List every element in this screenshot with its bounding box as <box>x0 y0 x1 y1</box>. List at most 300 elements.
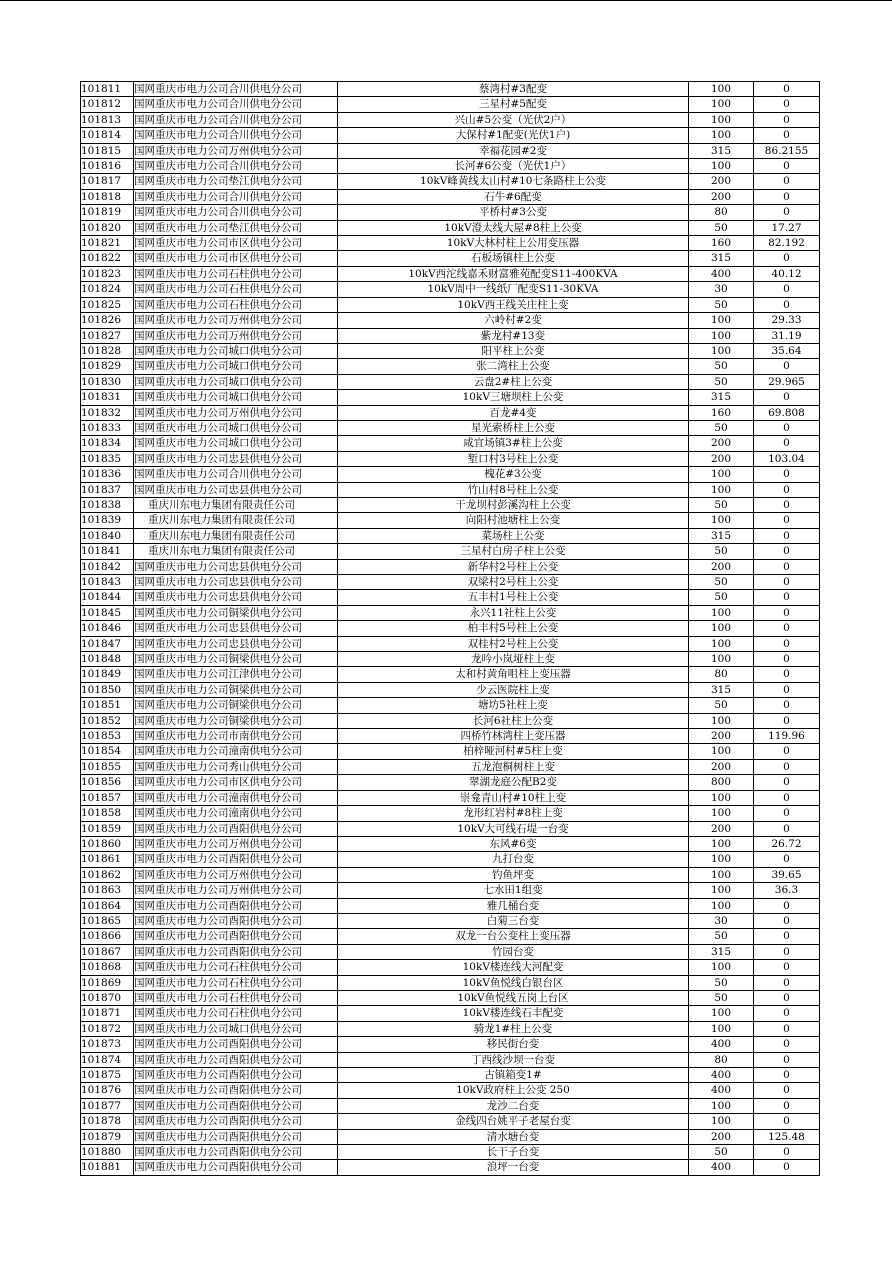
row-id-cell: 101853 <box>81 729 134 744</box>
row-capacity-cell: 50 <box>689 220 754 235</box>
row-capacity-cell: 400 <box>689 266 754 281</box>
row-capacity-cell: 100 <box>689 328 754 343</box>
table-row <box>81 744 820 759</box>
row-id-cell: 101826 <box>81 313 134 328</box>
row-company-cell: 国网重庆市电力公司酉阳供电分公司 <box>134 852 338 867</box>
row-id-cell: 101816 <box>81 159 134 174</box>
row-capacity-cell: 100 <box>689 513 754 528</box>
table-row <box>81 652 820 667</box>
table-row <box>81 775 820 790</box>
row-transformer-name-cell: 10kV峰黄线太山村#10七条路柱上公变 <box>338 174 689 189</box>
row-capacity-cell: 400 <box>689 1083 754 1098</box>
row-company-cell: 国网重庆市电力公司酉阳供电分公司 <box>134 913 338 928</box>
row-transformer-name-cell: 龙形红岩村#8柱上变 <box>338 806 689 821</box>
table-row <box>81 1098 820 1113</box>
table-row <box>81 251 820 266</box>
row-transformer-name-cell: 阳平柱上公变 <box>338 343 689 358</box>
row-company-cell: 国网重庆市电力公司市区供电分公司 <box>134 236 338 251</box>
row-value-cell: 0 <box>754 205 820 220</box>
row-value-cell: 0 <box>754 1052 820 1067</box>
row-id-cell: 101817 <box>81 174 134 189</box>
row-capacity-cell: 50 <box>689 359 754 374</box>
row-transformer-name-cell: 大保村#1配变(光伏1户) <box>338 128 689 143</box>
row-capacity-cell: 400 <box>689 1068 754 1083</box>
row-capacity-cell: 100 <box>689 713 754 728</box>
table-row <box>81 497 820 512</box>
row-company-cell: 国网重庆市电力公司潼南供电分公司 <box>134 790 338 805</box>
row-company-cell: 国网重庆市电力公司潼南供电分公司 <box>134 806 338 821</box>
row-capacity-cell: 100 <box>689 621 754 636</box>
row-transformer-name-cell: 少云医院柱上变 <box>338 682 689 697</box>
row-id-cell: 101851 <box>81 698 134 713</box>
row-id-cell: 101818 <box>81 189 134 204</box>
row-value-cell: 31.19 <box>754 328 820 343</box>
table-row <box>81 790 820 805</box>
row-value-cell: 0 <box>754 251 820 266</box>
row-company-cell: 国网重庆市电力公司石柱供电分公司 <box>134 960 338 975</box>
row-company-cell: 国网重庆市电力公司酉阳供电分公司 <box>134 1114 338 1129</box>
row-company-cell: 国网重庆市电力公司忠县供电分公司 <box>134 575 338 590</box>
row-id-cell: 101838 <box>81 497 134 512</box>
row-transformer-name-cell: 张二湾柱上公变 <box>338 359 689 374</box>
row-capacity-cell: 30 <box>689 282 754 297</box>
row-company-cell: 国网重庆市电力公司酉阳供电分公司 <box>134 1129 338 1144</box>
row-capacity-cell: 100 <box>689 1021 754 1036</box>
row-id-cell: 101836 <box>81 467 134 482</box>
row-value-cell: 119.96 <box>754 729 820 744</box>
row-company-cell: 国网重庆市电力公司铜梁供电分公司 <box>134 682 338 697</box>
row-value-cell: 0 <box>754 744 820 759</box>
row-company-cell: 国网重庆市电力公司酉阳供电分公司 <box>134 1037 338 1052</box>
row-id-cell: 101842 <box>81 559 134 574</box>
row-company-cell: 国网重庆市电力公司市区供电分公司 <box>134 775 338 790</box>
row-value-cell: 36.3 <box>754 883 820 898</box>
row-capacity-cell: 200 <box>689 189 754 204</box>
row-id-cell: 101820 <box>81 220 134 235</box>
row-id-cell: 101827 <box>81 328 134 343</box>
row-value-cell: 17.27 <box>754 220 820 235</box>
row-value-cell: 0 <box>754 420 820 435</box>
table-row <box>81 759 820 774</box>
row-company-cell: 重庆川东电力集团有限责任公司 <box>134 528 338 543</box>
row-id-cell: 101846 <box>81 621 134 636</box>
row-capacity-cell: 50 <box>689 929 754 944</box>
row-id-cell: 101855 <box>81 759 134 774</box>
row-company-cell: 国网重庆市电力公司酉阳供电分公司 <box>134 1068 338 1083</box>
row-company-cell: 国网重庆市电力公司潼南供电分公司 <box>134 744 338 759</box>
row-id-cell: 101861 <box>81 852 134 867</box>
row-capacity-cell: 100 <box>689 1098 754 1113</box>
row-company-cell: 国网重庆市电力公司酉阳供电分公司 <box>134 821 338 836</box>
row-transformer-name-cell: 钓鱼坪变 <box>338 867 689 882</box>
row-company-cell: 国网重庆市电力公司石柱供电分公司 <box>134 297 338 312</box>
row-id-cell: 101870 <box>81 990 134 1005</box>
row-id-cell: 101835 <box>81 451 134 466</box>
row-transformer-name-cell: 紫龙村#13变 <box>338 328 689 343</box>
row-company-cell: 国网重庆市电力公司石柱供电分公司 <box>134 282 338 297</box>
row-capacity-cell: 200 <box>689 559 754 574</box>
row-company-cell: 国网重庆市电力公司铜梁供电分公司 <box>134 713 338 728</box>
row-company-cell: 国网重庆市电力公司城口供电分公司 <box>134 1021 338 1036</box>
page-top-rule <box>0 0 892 1</box>
table-row <box>81 1037 820 1052</box>
row-value-cell: 0 <box>754 806 820 821</box>
row-value-cell: 0 <box>754 621 820 636</box>
row-transformer-name-cell: 蔡湾村#3配变 <box>338 82 689 97</box>
table-row <box>81 867 820 882</box>
row-capacity-cell: 800 <box>689 775 754 790</box>
row-value-cell: 0 <box>754 1037 820 1052</box>
row-transformer-name-cell: 柏丰村5号柱上公变 <box>338 621 689 636</box>
row-company-cell: 国网重庆市电力公司城口供电分公司 <box>134 359 338 374</box>
row-id-cell: 101830 <box>81 374 134 389</box>
row-value-cell: 0 <box>754 790 820 805</box>
row-company-cell: 国网重庆市电力公司合川供电分公司 <box>134 205 338 220</box>
row-transformer-name-cell: 堑口村3号柱上公变 <box>338 451 689 466</box>
row-transformer-name-cell: 东风#6变 <box>338 836 689 851</box>
row-value-cell: 0 <box>754 960 820 975</box>
row-value-cell: 0 <box>754 1098 820 1113</box>
row-value-cell: 0 <box>754 159 820 174</box>
table-row <box>81 374 820 389</box>
row-transformer-name-cell: 丁西线沙坝一台变 <box>338 1052 689 1067</box>
row-capacity-cell: 50 <box>689 297 754 312</box>
row-company-cell: 重庆川东电力集团有限责任公司 <box>134 544 338 559</box>
row-id-cell: 101841 <box>81 544 134 559</box>
row-id-cell: 101858 <box>81 806 134 821</box>
table-row <box>81 467 820 482</box>
row-value-cell: 0 <box>754 559 820 574</box>
row-id-cell: 101815 <box>81 143 134 158</box>
table-row <box>81 282 820 297</box>
row-id-cell: 101831 <box>81 390 134 405</box>
row-id-cell: 101837 <box>81 482 134 497</box>
row-capacity-cell: 80 <box>689 1052 754 1067</box>
row-id-cell: 101821 <box>81 236 134 251</box>
row-company-cell: 国网重庆市电力公司石柱供电分公司 <box>134 990 338 1005</box>
row-value-cell: 0 <box>754 775 820 790</box>
row-company-cell: 国网重庆市电力公司酉阳供电分公司 <box>134 1160 338 1175</box>
row-company-cell: 国网重庆市电力公司酉阳供电分公司 <box>134 944 338 959</box>
table-row <box>81 944 820 959</box>
row-value-cell: 0 <box>754 174 820 189</box>
row-value-cell: 0 <box>754 297 820 312</box>
row-capacity-cell: 50 <box>689 544 754 559</box>
row-id-cell: 101862 <box>81 867 134 882</box>
row-company-cell: 国网重庆市电力公司石柱供电分公司 <box>134 266 338 281</box>
table-row <box>81 698 820 713</box>
row-transformer-name-cell: 菜场柱上公变 <box>338 528 689 543</box>
row-transformer-name-cell: 百龙#4变 <box>338 405 689 420</box>
row-transformer-name-cell: 移民街台变 <box>338 1037 689 1052</box>
row-company-cell: 国网重庆市电力公司合川供电分公司 <box>134 128 338 143</box>
row-capacity-cell: 100 <box>689 806 754 821</box>
table-row <box>81 159 820 174</box>
row-capacity-cell: 100 <box>689 852 754 867</box>
row-capacity-cell: 315 <box>689 251 754 266</box>
row-value-cell: 0 <box>754 436 820 451</box>
row-transformer-name-cell: 龙吟小岚垭柱上变 <box>338 652 689 667</box>
row-transformer-name-cell: 柏梓哑河村#5柱上变 <box>338 744 689 759</box>
table-row <box>81 205 820 220</box>
row-transformer-name-cell: 云盘2#柱上公变 <box>338 374 689 389</box>
row-capacity-cell: 200 <box>689 451 754 466</box>
row-capacity-cell: 160 <box>689 405 754 420</box>
row-transformer-name-cell: 干龙坝村彭溪沟柱上公变 <box>338 497 689 512</box>
table-row <box>81 575 820 590</box>
table-row <box>81 667 820 682</box>
row-company-cell: 国网重庆市电力公司合川供电分公司 <box>134 159 338 174</box>
row-id-cell: 101843 <box>81 575 134 590</box>
row-capacity-cell: 315 <box>689 390 754 405</box>
table-row <box>81 1068 820 1083</box>
row-capacity-cell: 50 <box>689 990 754 1005</box>
row-capacity-cell: 315 <box>689 143 754 158</box>
row-transformer-name-cell: 10kV大可线石堤一台变 <box>338 821 689 836</box>
row-transformer-name-cell: 五丰村1号柱上公变 <box>338 590 689 605</box>
row-company-cell: 国网重庆市电力公司忠县供电分公司 <box>134 636 338 651</box>
row-capacity-cell: 100 <box>689 313 754 328</box>
row-transformer-name-cell: 平桥村#3公变 <box>338 205 689 220</box>
row-id-cell: 101857 <box>81 790 134 805</box>
row-value-cell: 29.33 <box>754 313 820 328</box>
row-company-cell: 国网重庆市电力公司万州供电分公司 <box>134 328 338 343</box>
row-value-cell: 0 <box>754 852 820 867</box>
table-row <box>81 451 820 466</box>
row-capacity-cell: 100 <box>689 744 754 759</box>
row-capacity-cell: 100 <box>689 605 754 620</box>
table-row <box>81 513 820 528</box>
row-company-cell: 国网重庆市电力公司忠县供电分公司 <box>134 621 338 636</box>
row-transformer-name-cell: 雅几桶台变 <box>338 898 689 913</box>
row-value-cell: 0 <box>754 544 820 559</box>
table-row <box>81 143 820 158</box>
row-company-cell: 国网重庆市电力公司石柱供电分公司 <box>134 1006 338 1021</box>
row-capacity-cell: 100 <box>689 97 754 112</box>
row-id-cell: 101865 <box>81 913 134 928</box>
row-id-cell: 101856 <box>81 775 134 790</box>
table-row <box>81 1021 820 1036</box>
table-row <box>81 621 820 636</box>
row-value-cell: 0 <box>754 97 820 112</box>
row-company-cell: 国网重庆市电力公司城口供电分公司 <box>134 374 338 389</box>
row-value-cell: 69.808 <box>754 405 820 420</box>
row-capacity-cell: 100 <box>689 482 754 497</box>
row-transformer-name-cell: 双龙一台公变柱上变压器 <box>338 929 689 944</box>
row-id-cell: 101874 <box>81 1052 134 1067</box>
row-transformer-name-cell: 三星村白房子柱上公变 <box>338 544 689 559</box>
row-value-cell: 0 <box>754 82 820 97</box>
row-id-cell: 101823 <box>81 266 134 281</box>
row-capacity-cell: 80 <box>689 667 754 682</box>
table-row <box>81 1145 820 1160</box>
row-capacity-cell: 160 <box>689 236 754 251</box>
row-id-cell: 101881 <box>81 1160 134 1175</box>
table-row <box>81 590 820 605</box>
table-row <box>81 990 820 1005</box>
table-row <box>81 713 820 728</box>
row-id-cell: 101813 <box>81 112 134 127</box>
row-company-cell: 国网重庆市电力公司垫江供电分公司 <box>134 220 338 235</box>
table-row <box>81 112 820 127</box>
row-value-cell: 82.192 <box>754 236 820 251</box>
row-id-cell: 101848 <box>81 652 134 667</box>
row-value-cell: 0 <box>754 605 820 620</box>
table-row <box>81 682 820 697</box>
row-value-cell: 0 <box>754 359 820 374</box>
row-capacity-cell: 50 <box>689 374 754 389</box>
row-value-cell: 0 <box>754 1006 820 1021</box>
row-capacity-cell: 50 <box>689 1145 754 1160</box>
row-transformer-name-cell: 10kV政府柱上公变 250 <box>338 1083 689 1098</box>
table-row <box>81 636 820 651</box>
row-capacity-cell: 50 <box>689 420 754 435</box>
table-row <box>81 898 820 913</box>
row-transformer-name-cell: 兴山#5公变（光伏2户） <box>338 112 689 127</box>
row-value-cell: 0 <box>754 528 820 543</box>
row-transformer-name-cell: 10kV鱼悦线五岗上台区 <box>338 990 689 1005</box>
row-transformer-name-cell: 10kV楼连线大河配变 <box>338 960 689 975</box>
table-row <box>81 929 820 944</box>
row-capacity-cell: 400 <box>689 1037 754 1052</box>
row-capacity-cell: 200 <box>689 1129 754 1144</box>
row-transformer-name-cell: 七水田1组变 <box>338 883 689 898</box>
row-capacity-cell: 100 <box>689 112 754 127</box>
row-id-cell: 101854 <box>81 744 134 759</box>
row-transformer-name-cell: 10kV三塘坝柱上公变 <box>338 390 689 405</box>
row-id-cell: 101879 <box>81 1129 134 1144</box>
row-capacity-cell: 315 <box>689 528 754 543</box>
row-company-cell: 国网重庆市电力公司万州供电分公司 <box>134 143 338 158</box>
row-company-cell: 国网重庆市电力公司垫江供电分公司 <box>134 174 338 189</box>
row-value-cell: 0 <box>754 467 820 482</box>
row-capacity-cell: 80 <box>689 205 754 220</box>
table-row <box>81 266 820 281</box>
table-row <box>81 436 820 451</box>
row-id-cell: 101824 <box>81 282 134 297</box>
table-row <box>81 821 820 836</box>
row-id-cell: 101829 <box>81 359 134 374</box>
row-transformer-name-cell: 长干子台变 <box>338 1145 689 1160</box>
row-capacity-cell: 50 <box>689 497 754 512</box>
row-company-cell: 国网重庆市电力公司城口供电分公司 <box>134 420 338 435</box>
row-company-cell: 国网重庆市电力公司忠县供电分公司 <box>134 590 338 605</box>
table-row <box>81 189 820 204</box>
table-row <box>81 836 820 851</box>
row-value-cell: 0 <box>754 667 820 682</box>
row-capacity-cell: 100 <box>689 898 754 913</box>
row-company-cell: 国网重庆市电力公司铜梁供电分公司 <box>134 698 338 713</box>
row-company-cell: 国网重庆市电力公司酉阳供电分公司 <box>134 898 338 913</box>
table-row <box>81 975 820 990</box>
row-id-cell: 101845 <box>81 605 134 620</box>
row-company-cell: 国网重庆市电力公司万州供电分公司 <box>134 405 338 420</box>
row-company-cell: 国网重庆市电力公司合川供电分公司 <box>134 112 338 127</box>
row-id-cell: 101864 <box>81 898 134 913</box>
row-value-cell: 0 <box>754 990 820 1005</box>
row-id-cell: 101832 <box>81 405 134 420</box>
row-id-cell: 101875 <box>81 1068 134 1083</box>
row-id-cell: 101833 <box>81 420 134 435</box>
row-company-cell: 国网重庆市电力公司万州供电分公司 <box>134 313 338 328</box>
row-transformer-name-cell: 10kV周中一线纸厂配变S11-30KVA <box>338 282 689 297</box>
row-transformer-name-cell: 三星村#5配变 <box>338 97 689 112</box>
row-value-cell: 0 <box>754 575 820 590</box>
table-row <box>81 405 820 420</box>
row-capacity-cell: 100 <box>689 159 754 174</box>
row-capacity-cell: 100 <box>689 652 754 667</box>
row-id-cell: 101876 <box>81 1083 134 1098</box>
table-row <box>81 128 820 143</box>
row-company-cell: 国网重庆市电力公司忠县供电分公司 <box>134 482 338 497</box>
table-row <box>81 220 820 235</box>
row-company-cell: 重庆川东电力集团有限责任公司 <box>134 497 338 512</box>
row-value-cell: 0 <box>754 282 820 297</box>
row-transformer-name-cell: 清水塘台变 <box>338 1129 689 1144</box>
row-value-cell: 0 <box>754 112 820 127</box>
row-id-cell: 101868 <box>81 960 134 975</box>
row-transformer-name-cell: 古镇箱变1# <box>338 1068 689 1083</box>
row-id-cell: 101819 <box>81 205 134 220</box>
table-row <box>81 297 820 312</box>
table-row <box>81 1083 820 1098</box>
row-value-cell: 0 <box>754 713 820 728</box>
row-transformer-name-cell: 四桥竹林湾柱上变压器 <box>338 729 689 744</box>
row-value-cell: 0 <box>754 944 820 959</box>
row-capacity-cell: 100 <box>689 836 754 851</box>
row-capacity-cell: 100 <box>689 1006 754 1021</box>
row-transformer-name-cell: 六岭村#2变 <box>338 313 689 328</box>
row-company-cell: 国网重庆市电力公司万州供电分公司 <box>134 836 338 851</box>
row-transformer-name-cell: 10kV澄太线大屋#8柱上公变 <box>338 220 689 235</box>
row-value-cell: 0 <box>754 821 820 836</box>
row-capacity-cell: 315 <box>689 682 754 697</box>
row-transformer-name-cell: 新华村2号柱上公变 <box>338 559 689 574</box>
row-id-cell: 101849 <box>81 667 134 682</box>
row-capacity-cell: 100 <box>689 883 754 898</box>
row-company-cell: 国网重庆市电力公司万州供电分公司 <box>134 883 338 898</box>
row-capacity-cell: 50 <box>689 975 754 990</box>
row-capacity-cell: 50 <box>689 698 754 713</box>
row-value-cell: 0 <box>754 698 820 713</box>
table-row <box>81 236 820 251</box>
row-transformer-name-cell: 向阳村池塘柱上公变 <box>338 513 689 528</box>
row-transformer-name-cell: 10kV西王线关庄柱上变 <box>338 297 689 312</box>
row-id-cell: 101834 <box>81 436 134 451</box>
row-value-cell: 0 <box>754 390 820 405</box>
row-transformer-name-cell: 双桂村2号柱上公变 <box>338 636 689 651</box>
row-company-cell: 国网重庆市电力公司酉阳供电分公司 <box>134 1145 338 1160</box>
row-company-cell: 国网重庆市电力公司酉阳供电分公司 <box>134 929 338 944</box>
table-row <box>81 559 820 574</box>
row-value-cell: 29.965 <box>754 374 820 389</box>
row-transformer-name-cell: 竹山村8号柱上公变 <box>338 482 689 497</box>
row-company-cell: 国网重庆市电力公司秀山供电分公司 <box>134 759 338 774</box>
row-value-cell: 0 <box>754 975 820 990</box>
row-capacity-cell: 100 <box>689 128 754 143</box>
row-capacity-cell: 200 <box>689 174 754 189</box>
row-value-cell: 26.72 <box>754 836 820 851</box>
row-value-cell: 0 <box>754 1114 820 1129</box>
table-row <box>81 174 820 189</box>
table-row <box>81 806 820 821</box>
row-transformer-name-cell: 10kV鱼悦线白银台区 <box>338 975 689 990</box>
row-value-cell: 0 <box>754 1145 820 1160</box>
row-id-cell: 101812 <box>81 97 134 112</box>
row-value-cell: 0 <box>754 913 820 928</box>
row-id-cell: 101873 <box>81 1037 134 1052</box>
row-transformer-name-cell: 五龙泡桐树柱上变 <box>338 759 689 774</box>
